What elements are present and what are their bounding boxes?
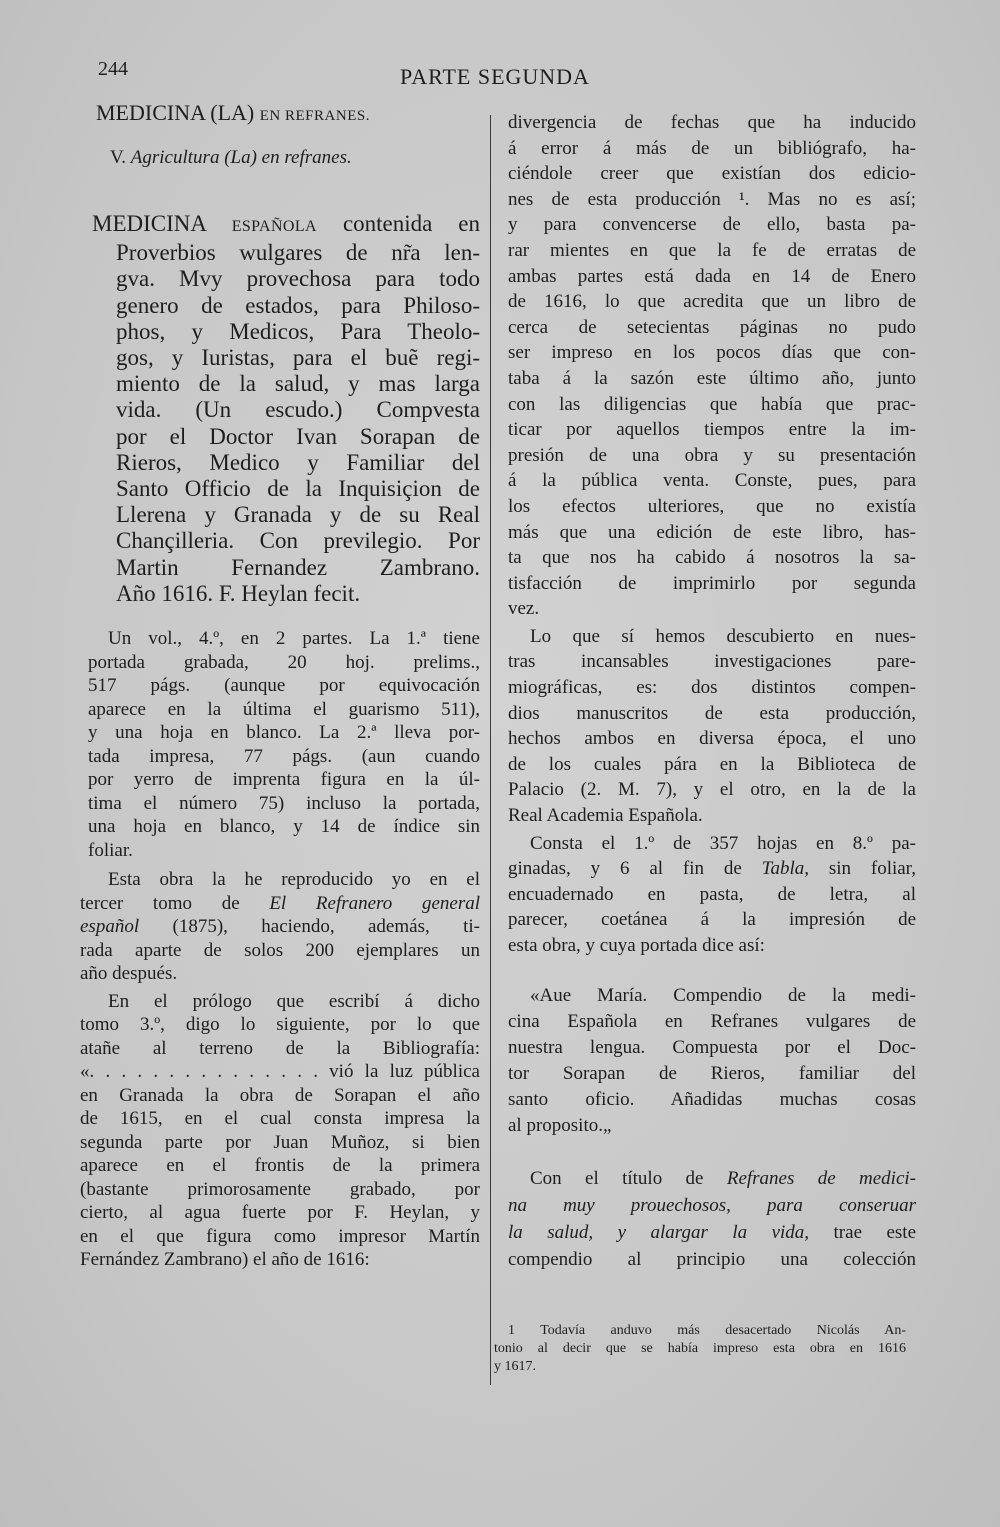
- quote-line: nuestra lengua. Compuesta por el Doc-: [508, 1036, 916, 1058]
- para-line: de los cuales pára en la Biblioteca de: [508, 753, 916, 775]
- entry-line: Llerena y Granada y de su Real: [116, 502, 480, 528]
- para-line: de 1615, en el cual consta impresa la: [80, 1108, 480, 1130]
- para-line: en Granada la obra de Sorapan el año: [80, 1084, 480, 1106]
- running-title: PARTE SEGUNDA: [400, 64, 590, 89]
- para-line: ticar por aquellos tiempos entre la im-: [508, 419, 916, 441]
- desc-line: por yerro de imprenta figura en la úl-: [88, 769, 480, 791]
- entry-line: Rieros, Medico y Familiar del: [116, 449, 480, 475]
- para-line: Esta obra la he reproducido yo en el: [108, 869, 480, 891]
- desc-line: foliar.: [88, 839, 133, 861]
- entry-line: genero de estados, para Philoso-: [116, 292, 480, 318]
- para-line: y para convencerse de ello, basta pa-: [508, 214, 916, 236]
- xref-title: Agricultura (La) en refranes.: [130, 147, 352, 168]
- desc-line: Un vol., 4.º, en 2 partes. La 1.ª tiene: [108, 628, 480, 650]
- para-line: compendio al principio una colección: [508, 1248, 916, 1270]
- para-line: tras incansables investigaciones pare-: [508, 651, 916, 673]
- quote-line: tor Sorapan de Rieros, familiar del: [508, 1062, 916, 1084]
- italic-title: Refranes de medici-: [726, 1167, 916, 1189]
- para-line: hechos ambos en diversa época, el uno: [508, 728, 916, 750]
- para-line: Palacio (2. M. 7), y el otro, en la de la: [508, 779, 916, 801]
- entry-line: vida. (Un escudo.) Compvesta: [116, 397, 480, 423]
- para-line: presión de una obra y su presentación: [508, 444, 916, 466]
- desc-line: tada impresa, 77 págs. (aun cuando: [88, 745, 480, 767]
- entry-line: phos, y Medicos, Para Theolo-: [116, 318, 480, 344]
- entry-line: Martin Fernandez Zambrano.: [116, 554, 480, 580]
- para-line: [80, 915, 480, 939]
- heading-main: MEDICINA (LA): [96, 100, 255, 125]
- entry-line: gva. Mvy provechosa para todo: [116, 266, 480, 292]
- para-line: [504, 1165, 916, 1192]
- footnote-line: 1 Todavía anduvo más desacertado Nicolás An-: [508, 1323, 906, 1338]
- para-line: año después.: [80, 963, 178, 985]
- page-number: 244: [98, 58, 128, 80]
- para-text: Con el título de: [530, 1167, 727, 1189]
- desc-line: 517 págs. (aunque por equivocación: [88, 675, 480, 697]
- paragraph: [504, 831, 916, 959]
- para-text: sin foliar,: [809, 858, 917, 880]
- desc-line: una hoja en blanco, y 14 de índice sin: [88, 816, 480, 838]
- book-title-entry: [80, 211, 480, 607]
- para-line: parecer, coetánea á la impresión de: [508, 909, 916, 931]
- entry-line: miento de la salud, y mas larga: [116, 371, 480, 397]
- para-line: Fernández Zambrano) el año de 1616:: [80, 1249, 370, 1271]
- quoted-title: [504, 983, 916, 1139]
- para-line: con las diligencias que había que prac-: [508, 393, 916, 415]
- para-line: miográficas, es: dos distintos compen-: [508, 677, 916, 699]
- para-line: nes de esta producción ¹. Mas no es así;: [508, 188, 916, 210]
- para-line: atañe al terreno de la Bibliografía:: [80, 1037, 480, 1059]
- cross-reference: [80, 145, 480, 171]
- entry-heading: [80, 100, 480, 129]
- entry-line: Chançilleria. Con previlegio. Por: [116, 528, 480, 554]
- italic-title: la salud, y alargar la vida,: [508, 1221, 810, 1243]
- desc-line: aparece en la última el guarismo 511),: [88, 698, 480, 720]
- footnote: [494, 1322, 906, 1376]
- para-text: tercer tomo de: [80, 892, 270, 914]
- para-line: vez.: [508, 598, 540, 620]
- para-text: trae este: [809, 1221, 916, 1243]
- physical-description: [80, 627, 480, 862]
- para-line: [80, 892, 480, 916]
- entry-line-text: contenida en: [342, 211, 480, 236]
- xref-prefix: V.: [110, 147, 127, 168]
- para-line: aparece en el frontis de la primera: [80, 1155, 480, 1177]
- para-line: ciéndole creer que existían dos edicio-: [508, 163, 916, 185]
- para-line: ser impreso en los pocos días que con-: [508, 342, 916, 364]
- para-line: á error á más de un bibliógrafo, ha-: [508, 137, 916, 159]
- paragraph: [504, 110, 916, 622]
- footnote-line: y 1617.: [494, 1359, 536, 1374]
- italic-title: na muy prouechosos, para conseruar: [508, 1194, 916, 1216]
- para-line: cerca de setecientas páginas no pudo: [508, 316, 916, 338]
- entry-line: Proverbios wulgares de nr̃a len-: [116, 240, 480, 266]
- paragraph: [80, 990, 480, 1272]
- para-line: tomo 3.º, digo lo siguiente, por lo que: [80, 1014, 480, 1036]
- para-line: de 1616, lo que acredita que un libro de: [508, 291, 916, 313]
- heading-small-caps: EN REFRANES.: [259, 108, 370, 124]
- right-column: [504, 110, 916, 1273]
- book-title-italic: español: [80, 916, 140, 938]
- paragraph: [504, 1165, 916, 1273]
- para-line: encuadernado en pasta, de letra, al: [508, 883, 916, 905]
- para-line: Consta el 1.º de 357 hojas en 8.º pa-: [530, 832, 916, 854]
- left-column: [80, 100, 480, 1272]
- para-line: Lo que sí hemos descubierto en nues-: [530, 625, 916, 647]
- entry-line: Año 1616. F. Heylan fecit.: [116, 580, 361, 606]
- para-line: taba á la sazón este último año, junto: [508, 367, 916, 389]
- entry-lead: MEDICINA: [92, 211, 206, 236]
- quote-line: santo oficio. Añadidas muchas cosas: [508, 1088, 916, 1110]
- para-line: ta que nos ha cabido á nosotros la sa-: [508, 547, 916, 569]
- quote-line: «Aue María. Compendio de la medi-: [530, 984, 916, 1006]
- entry-line: por el Doctor Ivan Sorapan de: [116, 423, 480, 449]
- quote-line: cina Española en Refranes vulgares de: [508, 1010, 916, 1032]
- para-line: más que una edición de este libro, has-: [508, 521, 916, 543]
- para-line: [504, 856, 916, 882]
- para-line: tisfacción de imprimirlo por segunda: [508, 572, 916, 594]
- para-line: ambas partes está dada en 14 de Enero: [508, 265, 916, 287]
- para-line: dios manuscritos de esta producción,: [508, 702, 916, 724]
- entry-line: gos, y Iuristas, para el buẽ regi-: [116, 345, 480, 371]
- book-title-italic: El Refranero general: [269, 892, 480, 914]
- entry-line: [80, 211, 480, 240]
- para-line: en el que figura como impresor Martín: [80, 1225, 480, 1247]
- quote-line: al proposito.„: [508, 1114, 612, 1136]
- column-divider: [490, 115, 491, 1385]
- italic-word: Tabla,: [761, 858, 809, 880]
- para-text: ginadas, y 6 al fin de: [508, 858, 762, 880]
- para-line: segunda parte por Juan Muñoz, si bien: [80, 1131, 480, 1153]
- para-line: á la pública venta. Conste, pues, para: [508, 470, 916, 492]
- entry-line: Santo Officio de la Inquisiçion de: [116, 476, 480, 502]
- footnote-line: tonio al decir que se había impreso esta obra en 1616: [494, 1341, 906, 1356]
- desc-line: tima el número 75) incluso la portada,: [88, 792, 480, 814]
- para-text: (1875), haciendo, además, ti-: [139, 916, 480, 938]
- desc-line: portada grabada, 20 hoj. prelims.,: [88, 651, 480, 673]
- para-line: En el prólogo que escribí á dicho: [108, 990, 480, 1012]
- paragraph: [504, 624, 916, 829]
- para-line: [504, 1192, 916, 1219]
- entry-lead-small-caps: ESPAÑOLA: [231, 218, 317, 235]
- para-line: «. . . . . . . . . . . . . . . vió la luz pública: [80, 1061, 480, 1083]
- para-line: Real Academia Española.: [508, 805, 703, 827]
- paragraph: [80, 868, 480, 986]
- desc-line: y una hoja en blanco. La 2.ª lleva por-: [88, 722, 480, 744]
- para-line: los efectos ulteriores, que no existía: [508, 495, 916, 517]
- para-line: cierto, al agua fuerte por F. Heylan, y: [80, 1202, 480, 1224]
- para-line: rada aparte de solos 200 ejemplares un: [80, 939, 480, 961]
- para-line: divergencia de fechas que ha inducido: [508, 112, 916, 133]
- para-line: esta obra, y cuya portada dice así:: [508, 935, 765, 956]
- para-line: (bastante primorosamente grabado, por: [80, 1178, 480, 1200]
- para-line: rar mientes en que la fe de erratas de: [508, 239, 916, 261]
- para-line: [504, 1219, 916, 1246]
